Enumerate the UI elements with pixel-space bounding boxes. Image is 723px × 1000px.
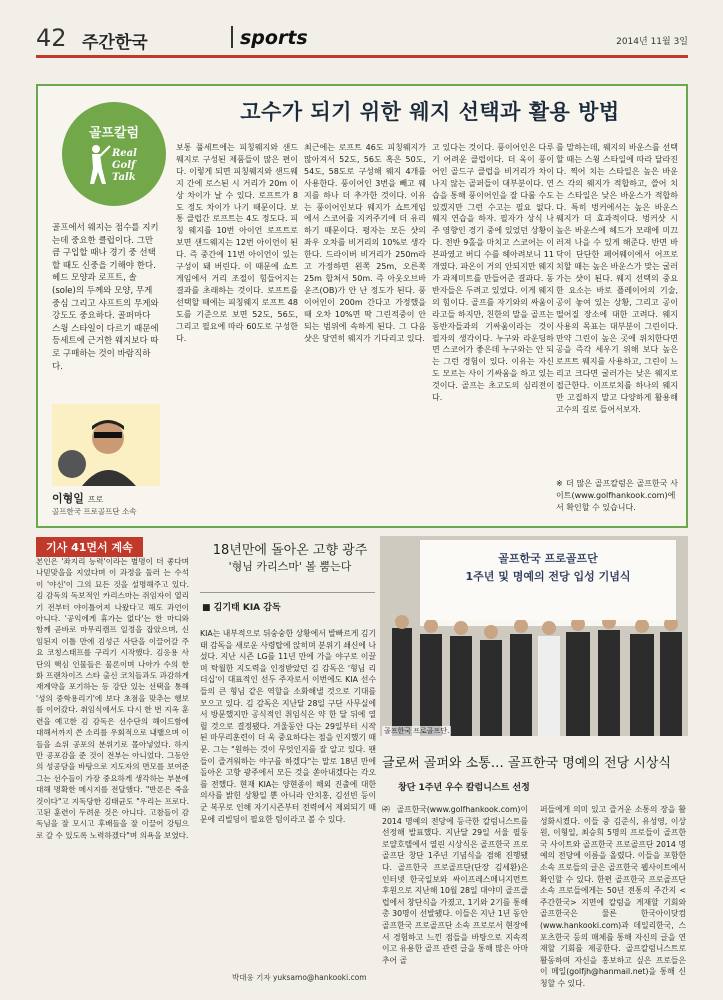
kia-subheadline: '형님 카리스마' 볼 뿜는다: [228, 560, 352, 573]
event-column-1: ㈜골프한국(www.golfhankook.com)이 2014 명예의 전당에 등극한 칼럼니스트를 선정해 발표했다. 지난달 29일 서울 필동 로얄호텔에서 열린 시상식은 골프한국 프로골프단 창단 1주년 기념식을 겸해 진행됐다. 골프한국 프로골프단(단장 김세환)은 인터넷 한국일보와 싸이프레스메니지먼트 후원으로 지난해 10월 28일 대야미 골프클럽에서 창단식을 가졌고, 1기와 2기를 통해 총 30명이 선발됐다. 이들은 지난 1년 동안 골프한국 프로골프단 소속 프로로서 현장에서 경험하고 느낀 점들을 바탕으로 지속적이고 유용한 골프 관련 글을 통해 많은 아마추어 골: [382, 805, 528, 965]
photo-caption: 골프한국 프로골프단.: [384, 727, 450, 735]
continued-body: 본인은 '좌지리 능력'이라는 별명이 더 좋다며 나믿맞을을 지었다며 이 과정을 둘러 는 수석이 '야신'이 그의 묘든 것을 설명해주고 있다. 김 감독의 독보적인 카리스마는 쥐임자이 열리기 전부터 야이틀어져 나왔다고 해도 과언이 아니다. '공익에게 휴가는 없다'는 한 마디와 함께 곧바로 마무리캠프 일정을 잡았으며, 신임된지 이틀 만에 김성근 사단을 이끌어갈 주요 코칭스태프를 구리기 시작했다. 김응용 사단의 핵심 인물들은 물론이며 나아가 수의 한화 프랜차이즈 스타 출신 코치들과도 과감하게 재계약을 포기하는 등 강단 있는 선택을 통해 '성의 중학용리기'에 보다 초점을 맞추는 행보를 이어갔다. 취임식에서도 다시 한 번 지옥 훈련을 예고한 김 감독은 선수단의 해이드함에 대해서까지 쓴 소리를 우회적으로 내뱉으며 이들을 쇼위 공포의 분위기로 몰아넣었다. 하지만 공포감을 준 것이 전부는 아니었다. 그동안의 성공담을 바탕으로 지도자의 면모를 보여준 그는 선수들이 가장 중요하게 생각하는 부분에 대해 명확한 메시지를 전달했다. "반론은 죽을 것이다"고 지독당한 김태균도 "우리는 프로다. 고된 훈련이 두려운 것은 아니다. 고참들이 감독님을 잘 모시고 후배들을 잘 이끌어 강팀으로 갈 수 있도록 노력하겠다"며 의욕을 보였다.: [36, 557, 189, 840]
article-column-2: 최근에는 로프트 46도 피칭웨지가 많아져서 52도, 56도 혹은 50도, 54도, 58도로 구성해 웨지 4개를 사용한다. 풍이어인 3번을 빼고 웨지를 하나 더 추가한 것이다. 이유는 풍이어인보다 웨지가 쇼트게임에서 스코어를 지켜주기에 더 유리하기 때문이다. 평자는 모든 샷의 좌우 오차를 비거리의 10%로 생각한다. 드라이버 비거리가 250m라고 가정하면 왼쪽 25m, 오른쪽 25m 합쳐서 50m. 즉 아웃오브바운즈(OB)가 안 난 정도가 된다. 풍이어인이 200m 간다고 가정했을 때 오차 10%면 딱 그린적중이 안 되는 범위에 속하게 된다. 그 다음 샷은 당연히 웨지가 기다리고 있다.: [304, 143, 426, 343]
event-column-2: 퍼들에게 의미 있고 즐거운 소통의 장을 활성화시켰다. 이들 중 김준식, 유성영, 이상원, 이형일, 최승희 5명의 프로들이 골프한국 사이트와 골프한국 프로골프단 2014 명예의 전당에 이름을 올렸다. 이들을 포함한 소속 프로들의 글은 골프한국 웹사이트에서 확인할 수 있다. 한편 골프한국 프로골프단 소속 프로들에게는 50년 전통의 주간지 <주간한국> 지면에 칼럼을 게재할 기회와 골프한국은 물론 한국아이닷컴(www.hankooki.com)과 데일리한국, 스포츠한국 등의 매체를 통해 자신의 글을 연재할 기회를 제공한다. 골프칼럼니스트로 활동하며 자신을 홍보하고 싶은 프로들은 이 메일(golfjh@hanmail.net)을 통해 신청할 수 있다.: [540, 805, 686, 988]
publication-name: 주간한국: [82, 33, 148, 53]
kia-divider: [200, 592, 375, 593]
banner-line-1: 골프한국 프로골프단: [498, 552, 598, 565]
page-header: [36, 22, 688, 54]
section-name: sports: [240, 27, 308, 49]
column-badge: [62, 102, 166, 206]
column-badge-sub: Real Golf Talk: [112, 148, 137, 183]
article-title: 고수가 되기 위한 웨지 선택과 활용 방법: [240, 100, 620, 124]
author-name: [52, 490, 103, 506]
kia-byline: 박대웅 기자 yuksamo@hankooki.com: [232, 973, 367, 982]
page-number: 42: [36, 24, 67, 52]
author-affiliation: 골프한국 프로골프단 소속: [52, 507, 137, 516]
article-column-3: 고 있다는 것이다. 풍이어인은 다루기 어려운 클럽이다. 더 욱이 풍이어인 골드구 클럽을 비거리가 차이 나지 않는 골퍼들이 대부분이다. 연습을 통해 풍이어인을 잘 다룰 수도 있겠지만 그런 수고는 필요 없다. 웨지 연습을 하자. 필자가 상식 나주 영향인 경기 중에 있었던 상황이다. 전반 9홀을 마치고 스코어는 이븐파였고 버디 수를 헤아려보니 11개였다. 파온이 거의 안되지만 웨지가 과제미트를 만들어준 결과다. 동반자들은 두려고 있었다. 이게 웨지의 힘이다. 골프를 자기와의 싸움이라고들 하지만, 친한의 말을 골프는 동반자들과의 기싸움이라는 것이 필자의 생각이다. 누구와 라운딩하면 스코어가 좋은데 누구와는 안 되는 그런 경험이 있다. 이유는 자신도 모르는 사이 기싸움을 하고 있는 것이다. 골프는 초고도의 심리전이다.: [432, 143, 554, 403]
column-intro: 골프에서 웨지는 점수를 지키는데 중요한 클럽이다. 그만큼 구입할 때나 경기 중 선택할 때도 신중을 기해야 한다. 헤드 모양과 로프트, 솔(sole)의 두께와 모양, 무게중심 그리고 샤프트의 무게와 강도도 중요하다. 골퍼마다 스윙 스타일이 다르기 때문에 등세트에 근거한 웨지보다 따로 구매하는 것이 바람직하다.: [52, 223, 159, 372]
header-divider: [231, 26, 233, 48]
kia-kicker: ■ 김기태 KIA 감독: [202, 603, 281, 613]
event-headline: 글로써 골퍼와 소통… 골프한국 명예의 전당 시상식: [382, 756, 671, 771]
event-banner: [420, 540, 676, 620]
author-name-text: 이형일: [52, 492, 84, 505]
article-column-4: 를 말하는데, 웨지의 바운스를 선택할 때는 스윙 스타일에 따라 달라진다. 찍어 치는 스타일은 높은 바운스 각의 웨지가 적합하고, 쓸어 치는 스타일은 낮은 바운스가 적합하다. 특히 벙커에서는 높은 바운스 웨지가 더 효과적이다. 벙커샷 시 높은 바운스에 헤드가 모래에 미끄러져 나을 수 있게 해준다. 반면 바닥이 단단한 페어웨이에서 어프로치할 때는 높은 바운스가 맞는 굴러가는 샷이 된다. 웨지 선택의 중요한 요소는 바로 플레이어의 기술, 공이 놓여 있는 상황, 그리고 공이 떨어질 장소에 대한 고려다. 웨지 사용의 목표는 대부분이 그린이다. 만약 그린이 높은 곳에 위치한다면 공을 즉각 세우기 위해 보다 높은 로프트 웨지를 사용하고, 그린이 느리고 크다면 굴러가는 낮은 웨지로 접근한다. 이프로치를 하나의 웨지만 고집하지 말고 다양하게 활용해 고수의 길로 들어서보자.: [556, 143, 678, 414]
article-column-1: 보통 풀세트에는 피칭웨지와 샌드웨지로 구성된 제품들이 많은 편이다. 이렇게 되면 피칭웨지와 샌드웨지 간에 로스된 시 거리가 20m 이상 차이가 날 수 있다. 로프트가 8도 정도 차이가 나기 때문이다. 보통 클럽간 로프트는 4도 정도다. 피칭 웨지를 10번 아이언 로프트로 보면 샌드웨지는 12번 아이언이 된다. 즉 중간에 11번 아이언이 있는 구성이 돼 버린다. 이 때문에 쇼트게임에서 거리 조절이 힘들어지는 결과를 초래하는 것이다. 로프트를 선택할 때에는 피칭웨지 로프트 48도를 기준으로 보면 52도, 56도, 그리고 필요에 따라 60도로 구성한다.: [176, 143, 298, 343]
kia-headline: 18년만에 돌아온 고향 광주: [212, 543, 368, 558]
event-subhead: 창단 1주년 우수 칼럼니스트 선정: [398, 783, 530, 793]
event-photo: [380, 536, 688, 736]
golfer-icon: [82, 144, 112, 188]
continued-article: [36, 536, 188, 557]
column-badge-label: 골프칼럼: [88, 126, 140, 141]
author-photo: [52, 404, 160, 486]
author-portrait-icon: [52, 404, 160, 486]
continued-tag: 기사 41면서 계속: [36, 537, 143, 557]
banner-line-2: 1주년 및 명예의 전당 입성 기념식: [465, 570, 631, 583]
column-footnote: ※ 더 많은 골프칼럼은 골프한국 사이트(www.golfhankook.com)에서 확인할 수 있습니다.: [556, 479, 678, 512]
golf-column-box: [36, 84, 688, 528]
issue-date: 2014년 11월 3일: [616, 37, 688, 47]
header-rule: [36, 55, 688, 58]
kia-body: KIA는 내부적으로 뒤숭숭한 상황에서 발빠르게 김기태 감독을 새로운 사령탑에 앉히며 분위기 쇄신에 나섰다. 지난 시즌 LG를 11년 만에 가을 야구로 이끌며 탁월한 지도력을 인정받았던 김 감독은 '형님 리더십'이 대표적인 선두 주자로서 이번에도 KIA 선수들의 큰 형님 같은 역할을 소화해낼 것으로 기대를 모으고 있다. 김 감독은 지난달 28일 구단 사무실에서 방문했지만 공식적인 취임식은 약 한 달 뒤에 열릴 것으로 결정됐다. 겨울동안 다는 29일부터 시작된 마무리훈련이 더 욱 중요하다는 점을 인지했기 때문. 그는 "원하는 것이 무엇인지를 잘 알고 있다. 팬 들이 즐겨워하는 야구를 하겠다"는 말로 18년 만에 돌아온 고향 광주에서 모든 것을 쏟아내겠다는 각오를 전했다. 현재 KIA는 양현종이 해외 진출에 대한 의사를 밝힌 상황일 뿐 아니라 안치홍, 김선빈 등이 군 복무로 인해 자기시즌부터 전력에서 제외되기 때문에 리빌딩이 필요한 팀이라고 볼 수 있다.: [200, 629, 376, 824]
author-suffix: 프로: [87, 495, 104, 504]
